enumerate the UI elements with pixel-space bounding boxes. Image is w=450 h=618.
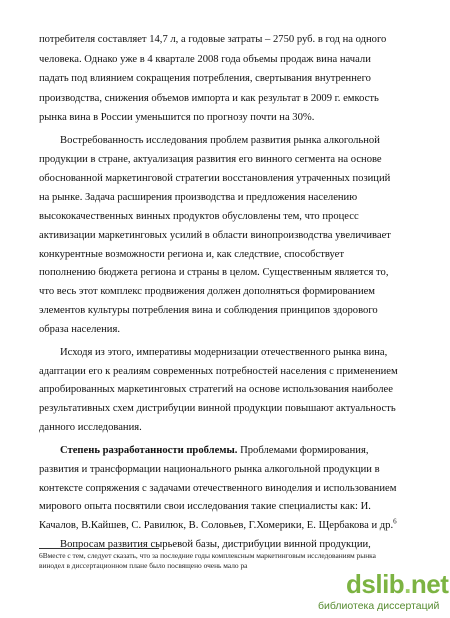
text-line: продукции в стране, актуализация развития его винного сегмента на основе [39,154,382,165]
text-line: рынка вина в России уменьшится по прогнозу почти на 30%. [39,112,315,123]
text-line: Вопросам развития сырьевой базы, дистрибуции винной продукции, [60,539,371,550]
footnote-ref[interactable]: 6 [393,517,397,526]
text-line: данного исследования. [39,422,142,433]
text-line: Качалов, В.Кайшев, С. Равилюк, В. Соловьев, Г.Хомерики, Е. Щербакова и др. [39,520,394,531]
text-line: контексте сопряжения с задачами отечественного виноделия и использованием [39,483,397,494]
text-line: развития и трансформации национального рынка алкогольной продукции в [39,464,380,475]
text-line: мирового опыта посвятили свои исследования такие специалисты как: И. [39,501,371,512]
text-line: адаптации его к реалиям современных потребностей населения с применением [39,366,398,377]
text-line: падать под влиянием сокращения потребления, свертывания внутреннего [39,73,371,84]
footnote-line: винодел в диссертационном плане было посвящено очень мало ра [39,561,248,570]
text-line: результативных схем дистрибуции винной продукции повышают актуальность [39,403,396,414]
text-line: человека. Однако уже в 4 квартале 2008 года объемы продаж вина начали [39,54,371,65]
text-line: высококачественных винных продуктов обусловлены тем, что процесс [39,211,359,222]
text-line: потребителя составляет 14,7 л, а годовые затраты – 2750 руб. в год на одного [39,34,387,45]
text-line-with-footnote [39,519,397,533]
text-line: Проблемами формирования, [240,445,369,456]
watermark-subtitle: библиотека диссертаций [318,600,440,612]
text-line: производства, снижения объемов импорта и как результат в 2009 г. емкость [39,93,379,104]
text-line: пополнению бюджета региона и страны в целом. Существенным является то, [39,267,389,278]
footnote-divider [39,548,159,549]
text-line: активизации маркетинговых усилий в области винопроизводства увеличивает [39,230,391,241]
text-line: апробированных маркетинговых стратегий на основе использования наиболее [39,384,393,395]
watermark-logo: dslib.net [346,569,449,599]
text-line: Исходя из этого, императивы модернизации отечественного рынка вина, [60,347,388,358]
text-line: обоснованной маркетинговой стратегии восстановления утраченных позиций [39,173,391,184]
text-line: Востребованность исследования проблем развития рынка алкогольной [60,135,380,146]
text-line: образа населения. [39,324,120,335]
footnote-line: 6Вместе с тем, следует сказать, что за последние годы комплексным маркетинговым исследованиям рынка [39,551,376,560]
section-heading-line [60,444,369,458]
text-line: на рынке. Задача расширения производства и предложения населению [39,192,358,203]
text-line: конкурентные возможности региона и, как следствие, способствует [39,249,345,260]
text-line: что весь этот комплекс продвижения должен дополняться формированием [39,286,376,297]
text-line: элементов культуры потребления вина и соблюдения принципов здорового [39,305,378,316]
bold-heading: Степень разработанности проблемы. [60,445,238,456]
watermark [318,569,449,614]
